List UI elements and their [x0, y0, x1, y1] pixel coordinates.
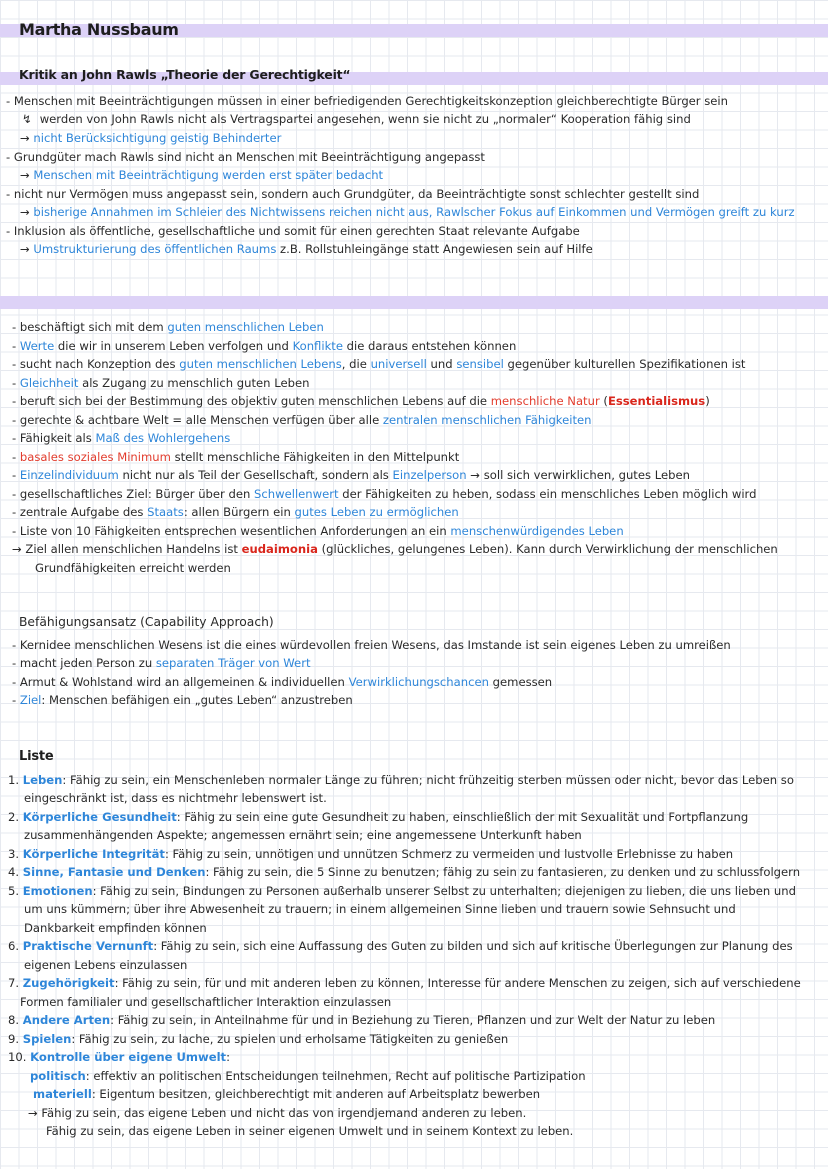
list-item: zusammenhängenden Aspekte; angemessen ernährt sein; eine angemessene Unterkunft haben — [24, 828, 582, 842]
list-item: 5. Emotionen: Fähig zu sein, Bindungen zu Personen außerhalb unserer Selbst zu unterhalten; diejenigen zu lieben, die uns lieben und — [8, 884, 796, 898]
list-item: 4. Sinne, Fantasie und Denken: Fähig zu sein, die 5 Sinne zu benutzen; fähig zu sein zu fantasieren, zu denken und zu schlussfolgern — [8, 865, 801, 879]
list-item: 2. Körperliche Gesundheit: Fähig zu sein eine gute Gesundheit zu haben, einschließlich der mit Sexualität und Fortpflanzung — [8, 810, 749, 824]
list-item: 6. Praktische Vernunft: Fähig zu sein, sich eine Auffassung des Guten zu bilden und sich auf kritische Überlegungen zur Planung des — [8, 939, 793, 953]
list-item: - gerechte & achtbare Welt = alle Menschen verfügen über alle zentralen menschlichen Fähigkeiten — [12, 413, 592, 427]
list-item: → Ziel allen menschlichen Handelns ist eudaimonia (glückliches, gelungenes Leben). Kann durch Verwirklichung der menschlichen — [12, 542, 778, 556]
list-item: Grundfähigkeiten erreicht werden — [35, 561, 231, 575]
list-item: → bisherige Annahmen im Schleier des Nichtwissens reichen nicht aus, Rawlscher Fokus auf Einkommen und Vermögen greift zu kurz — [20, 205, 795, 219]
arrow-icon: → — [12, 542, 22, 556]
list-item: - Ziel: Menschen befähigen ein „gutes Leben“ anzustreben — [12, 693, 353, 707]
section-heading-kritik: Kritik an John Rawls „Theorie der Gerechtigkeit“ — [19, 67, 351, 82]
highlight-bar-section2 — [0, 296, 828, 309]
list-item: Dankbarkeit empfinden können — [24, 921, 207, 935]
list-item: - Werte die wir in unserem Leben verfolgen und Konflikte die daraus entstehen können — [12, 339, 517, 353]
contradiction-icon: ↯ — [22, 112, 32, 126]
arrow-icon: → — [20, 205, 30, 219]
list-item: - Grundgüter mach Rawls sind nicht an Menschen mit Beeinträchtigung angepasst — [6, 150, 485, 164]
list-item: → Fähig zu sein, das eigene Leben und nicht das von irgendjemand anderen zu leben. — [28, 1106, 527, 1120]
arrow-icon: → — [20, 168, 30, 182]
list-item: → Umstrukturierung des öffentlichen Raums z.B. Rollstuhleingänge statt Angewiesen sein auf Hilfe — [20, 242, 593, 256]
list-item: - macht jeden Person zu separaten Träger von Wert — [12, 656, 311, 670]
list-item: - zentrale Aufgabe des Staats: allen Bürgern ein gutes Leben zu ermöglichen — [12, 505, 459, 519]
list-item: Formen familialer und gesellschaftlicher Interaktion einzulassen — [20, 995, 392, 1009]
list-item: - beschäftigt sich mit dem guten menschlichen Leben — [12, 320, 324, 334]
list-item: - Gleichheit als Zugang zu menschlich guten Leben — [12, 376, 310, 390]
list-item: - beruft sich bei der Bestimmung des objektiv guten menschlichen Lebens auf die menschliche Natur (Essentialismus) — [12, 394, 710, 408]
list-item: - Fähigkeit als Maß des Wohlergehens — [12, 431, 231, 445]
list-item: - Kernidee menschlichen Wesens ist die eines würdevollen freien Wesens, das Imstande ist sein eigenes Leben zu umreißen — [12, 638, 731, 652]
page-title: Martha Nussbaum — [19, 20, 179, 39]
list-item: 9. Spielen: Fähig zu sein, zu lache, zu spielen und erholsame Tätigkeiten zu genießen — [8, 1032, 509, 1046]
section-heading-capability: Befähigungsansatz (Capability Approach) — [19, 615, 274, 629]
list-item: eigenen Lebens einzulassen — [24, 958, 188, 972]
arrow-icon: → — [28, 1106, 42, 1120]
list-item: 7. Zugehörigkeit: Fähig zu sein, für und mit anderen leben zu können, Interesse für andere Menschen zu zeigen, sich auf verschiedene — [8, 976, 801, 990]
list-item: materiell: Eigentum besitzen, gleichberechtigt mit anderen auf Arbeitsplatz bewerben — [33, 1087, 541, 1101]
list-item: - nicht nur Vermögen muss angepasst sein, sondern auch Grundgüter, da Beeinträchtigte sonst schlechter gestellt sind — [6, 187, 700, 201]
list-item: 1. Leben: Fähig zu sein, ein Menschenleben normaler Länge zu führen; nicht frühzeitig sterben müssen oder nicht, bevor das Leben so — [8, 773, 794, 787]
list-item: - Armut & Wohlstand wird an allgemeinen & individuellen Verwirklichungschancen gemessen — [12, 675, 553, 689]
section-heading-liste: Liste — [19, 749, 54, 764]
list-item: → nicht Berücksichtigung geistig Behinderter — [20, 131, 282, 145]
list-item: - sucht nach Konzeption des guten menschlichen Lebens, die universell und sensibel gegenüber kulturellen Spezifikationen ist — [12, 357, 746, 371]
list-item: - Liste von 10 Fähigkeiten entsprechen wesentlichen Anforderungen an ein menschenwürdigendes Leben — [12, 524, 624, 538]
list-item: Fähig zu sein, das eigene Leben in seiner eigenen Umwelt und in seinem Kontext zu leben. — [46, 1124, 574, 1138]
list-item: 3. Körperliche Integrität: Fähig zu sein, unnötigen und unnützen Schmerz zu vermeiden und lustvolle Erlebnisse zu haben — [8, 847, 734, 861]
list-item: 10. Kontrolle über eigene Umwelt: — [8, 1050, 231, 1064]
list-item: ↯ werden von John Rawls nicht als Vertragspartei angesehen, wenn sie nicht zu „normaler“ Kooperation fähig sind — [22, 110, 691, 129]
list-item: → Menschen mit Beeinträchtigung werden erst später bedacht — [20, 168, 384, 182]
list-item: - Einzelindividuum nicht nur als Teil der Gesellschaft, sondern als Einzelperson → soll sich verwirklichen, gutes Leben — [12, 468, 690, 482]
arrow-icon: → — [20, 242, 30, 256]
list-item: 8. Andere Arten: Fähig zu sein, in Anteilnahme für und in Beziehung zu Tieren, Pflanzen und zur Welt der Natur zu leben — [8, 1013, 716, 1027]
arrow-icon: → — [20, 131, 30, 145]
list-item: - Inklusion als öffentliche, gesellschaftliche und somit für einen gerechten Staat relevante Aufgabe — [6, 224, 580, 238]
list-item: eingeschränkt ist, dass es nichtmehr lebenswert ist. — [24, 791, 327, 805]
list-item: - Menschen mit Beeinträchtigungen müssen in einer befriedigenden Gerechtigkeitskonzeption gleichberechtigte Bürger sein — [6, 94, 728, 108]
list-item: um uns kümmern; über ihre Abwesenheit zu trauern; in einem allgemeinen Sinne lieben und trauern sowie Sehnsucht und — [24, 902, 736, 916]
list-item: - gesellschaftliches Ziel: Bürger über den Schwellenwert der Fähigkeiten zu heben, sodass ein menschliches Leben möglich wird — [12, 487, 757, 501]
list-item: - basales soziales Minimum stellt menschliche Fähigkeiten in den Mittelpunkt — [12, 450, 460, 464]
list-item: politisch: effektiv an politischen Entscheidungen teilnehmen, Recht auf politische Partizipation — [30, 1069, 586, 1083]
